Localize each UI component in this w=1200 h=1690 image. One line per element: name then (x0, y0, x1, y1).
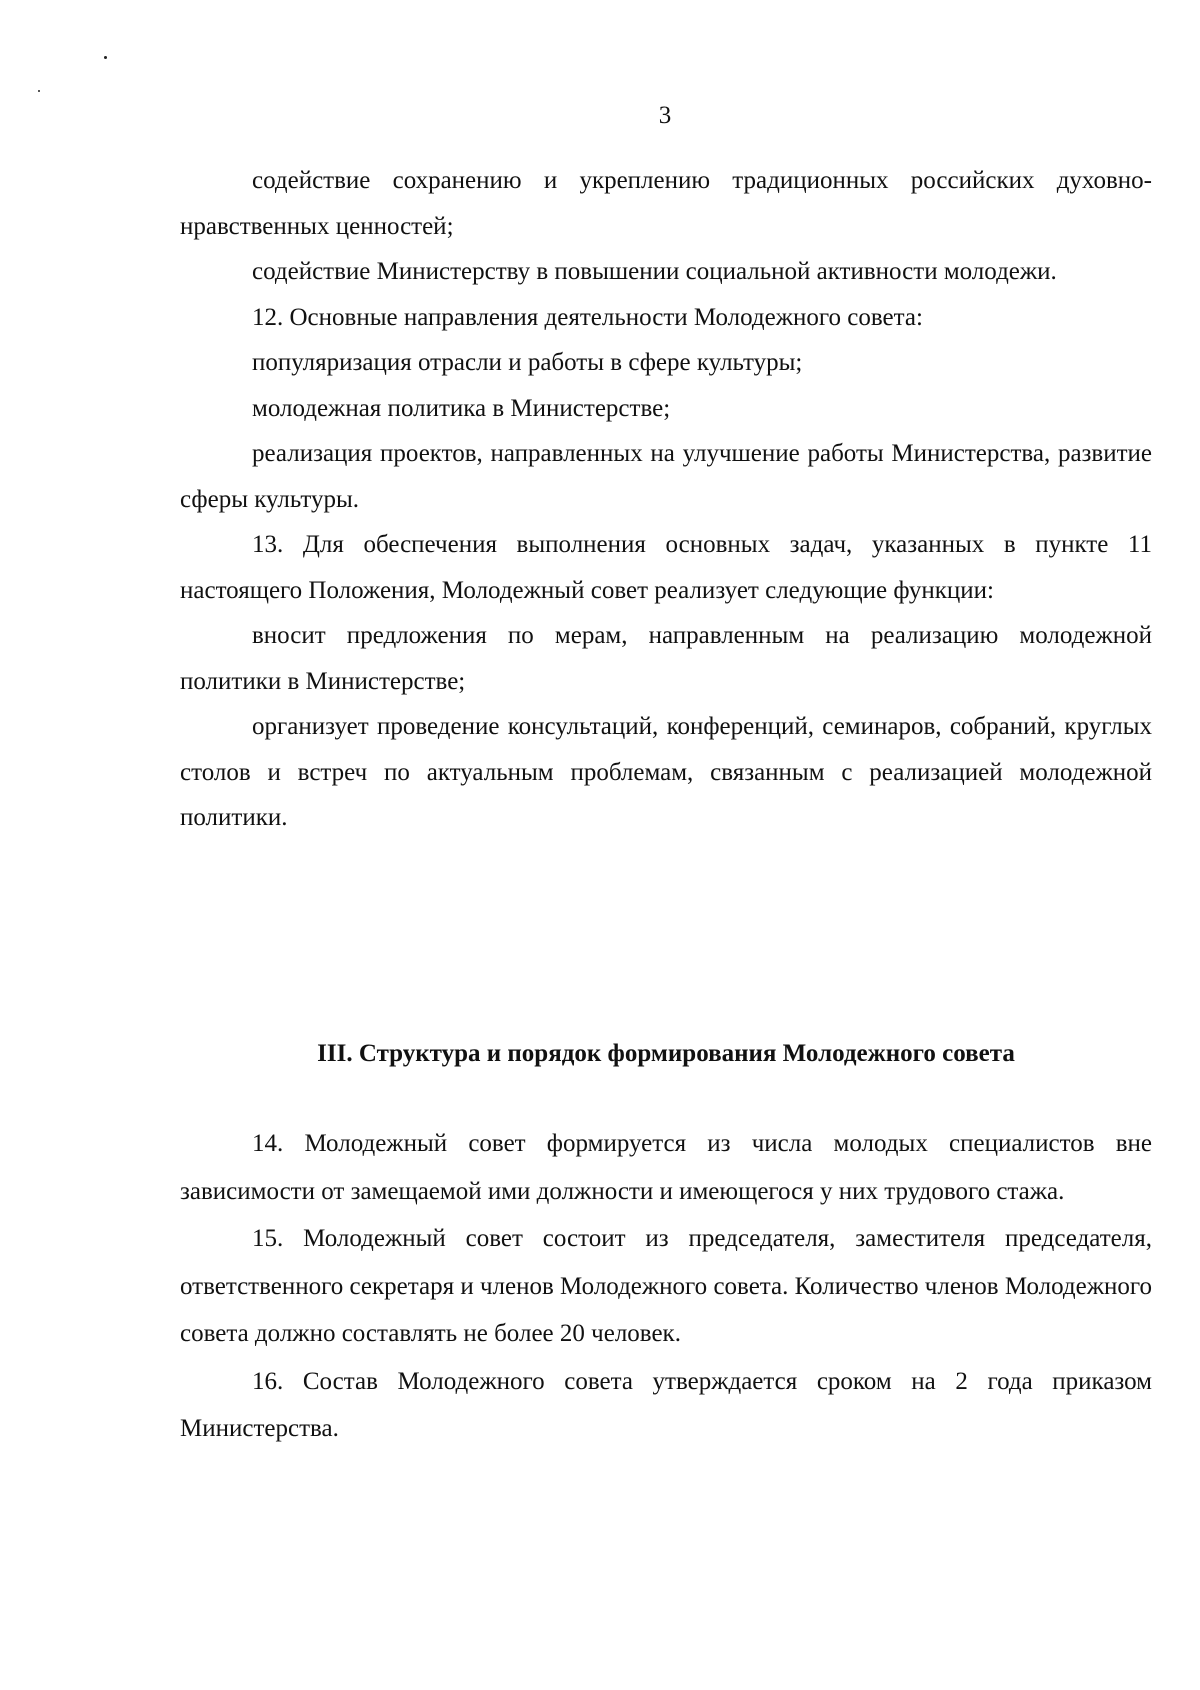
paragraph: организует проведение консультаций, конференций, семинаров, собраний, круглых столов и встреч по актуальным проблемам, связанным с реализацией молодежной политики. (180, 713, 1152, 831)
scan-speck (38, 90, 40, 92)
scan-speck (104, 56, 107, 59)
paragraph: 15. Молодежный совет состоит из председателя, заместителя председателя, ответственного секретаря и членов Молодежного совета. Количество членов Молодежного совета должно составлять не более 20 человек. (180, 1225, 1152, 1347)
paragraph: популяризация отрасли и работы в сфере культуры; (252, 349, 803, 376)
page-number: 3 (658, 102, 672, 129)
section-heading: III. Структура и порядок формирования Молодежного совета (317, 1040, 1015, 1067)
paragraph: содействие Министерству в повышении социальной активности молодежи. (252, 258, 1057, 285)
paragraph: 13. Для обеспечения выполнения основных задач, указанных в пункте 11 настоящего Положения, Молодежный совет реализует следующие функции: (180, 531, 1152, 604)
paragraph: реализация проектов, направленных на улучшение работы Министерства, развитие сферы культуры. (180, 440, 1152, 513)
paragraph: 14. Молодежный совет формируется из числа молодых специалистов вне зависимости от замещаемой ими должности и имеющегося у них трудового стажа. (180, 1130, 1152, 1205)
body-text-top (180, 158, 1152, 841)
paragraph: вносит предложения по мерам, направленным на реализацию молодежной политики в Министерстве; (180, 622, 1152, 695)
paragraph: содействие сохранению и укреплению традиционных российских духовно-нравственных ценностей; (180, 167, 1152, 240)
paragraph: 16. Состав Молодежного совета утверждается сроком на 2 года приказом Министерства. (180, 1367, 1152, 1442)
body-text-bottom (180, 1120, 1152, 1453)
paragraph: молодежная политика в Министерстве; (252, 394, 671, 422)
paragraph: 12. Основные направления деятельности Молодежного совета: (252, 303, 923, 331)
